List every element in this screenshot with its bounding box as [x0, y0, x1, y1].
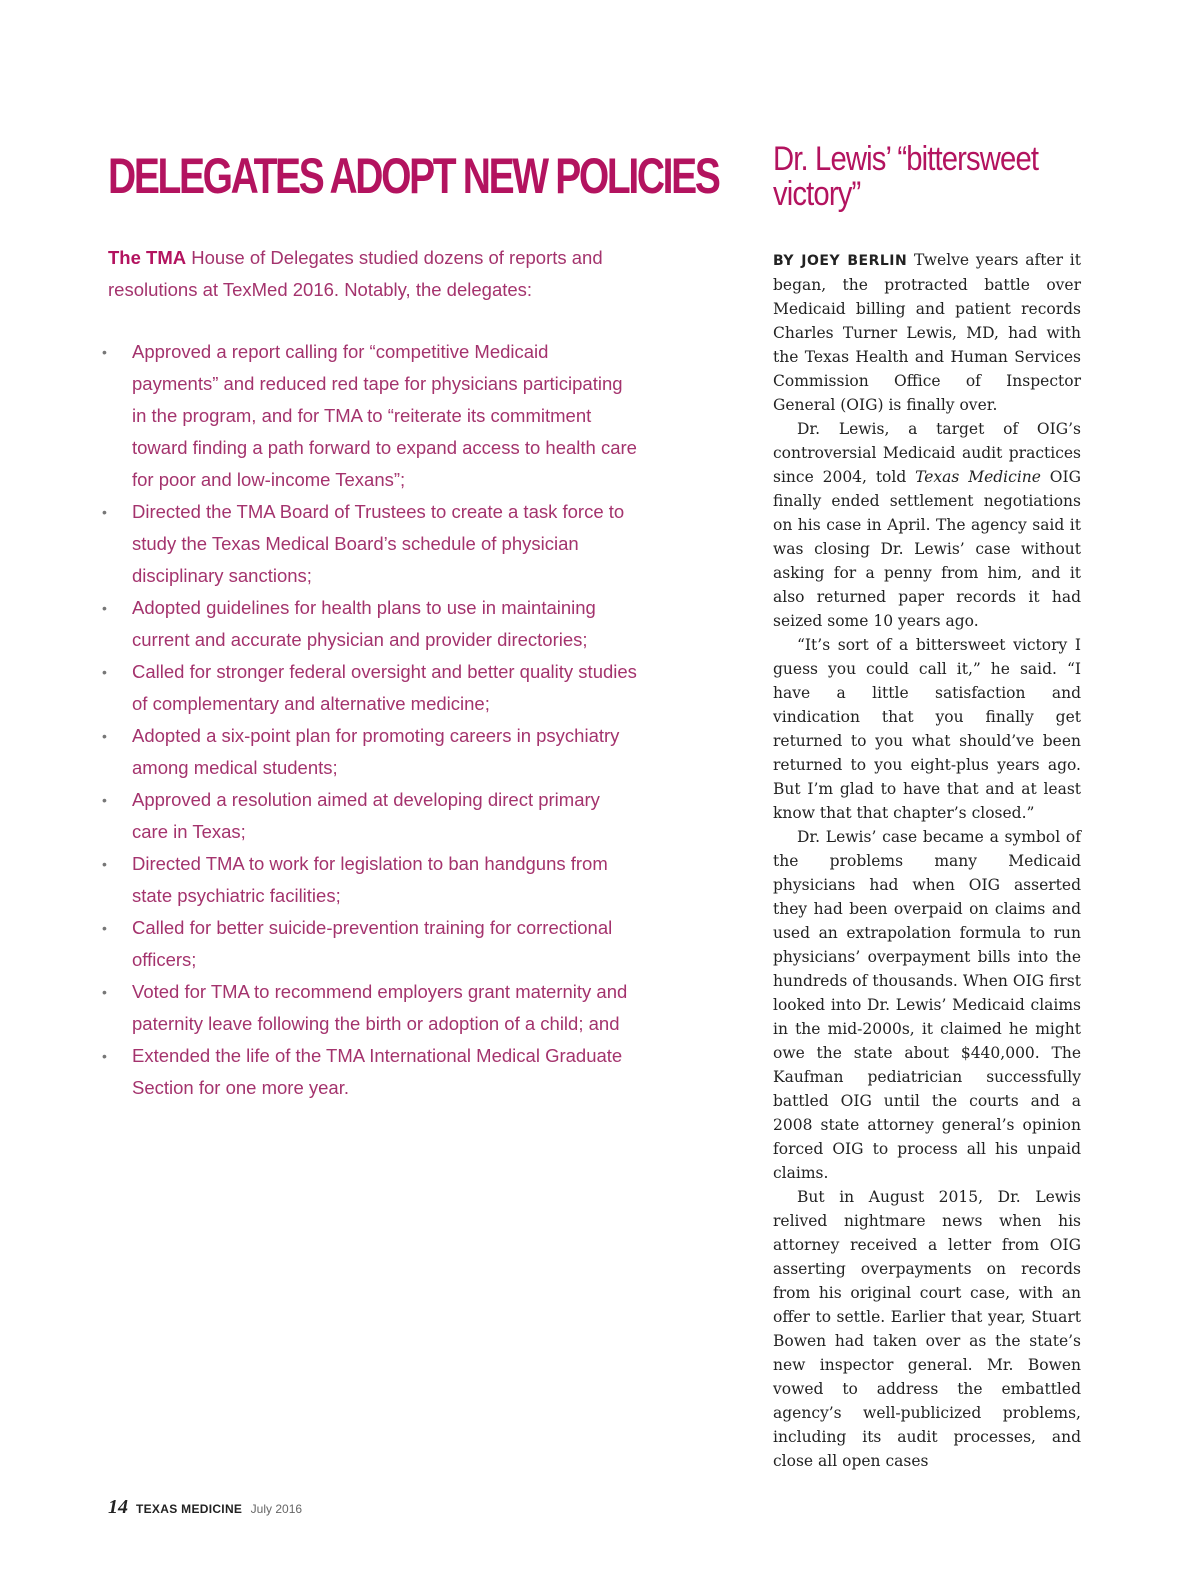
bullet-icon: •	[102, 920, 107, 936]
bullet-icon: •	[102, 664, 107, 680]
list-item-text: Adopted a six-point plan for promoting careers in psychiatry among medical students;	[132, 725, 620, 778]
list-item	[102, 976, 638, 1040]
list-item	[102, 592, 638, 656]
bullet-icon: •	[102, 1048, 107, 1064]
sidebar-title: Dr. Lewis’ “bittersweet victory”	[773, 140, 1039, 213]
publication-title: TEXAS MEDICINE	[136, 1502, 243, 1516]
list-item-text: Adopted guidelines for health plans to use in maintaining current and accurate physician and provider directories;	[132, 597, 596, 650]
list-item-text: Voted for TMA to recommend employers grant maternity and paternity leave following the birth or adoption of a child; and	[132, 981, 628, 1034]
sidebar-article	[773, 142, 1081, 1473]
list-item-text: Approved a resolution aimed at developing direct primary care in Texas;	[132, 789, 600, 842]
article-paragraph: “It’s sort of a bittersweet victory I guess you could call it,” he said. “I have a little satisfaction and vindication that you finally get returned to you what should’ve been returned to you eight-plus years ago. But I’m glad to have that and at least know that that chapter’s closed.”	[773, 636, 1081, 822]
list-item	[102, 336, 638, 496]
bullet-icon: •	[102, 600, 107, 616]
publication-name: Texas Medicine	[915, 468, 1041, 486]
bullet-icon: •	[102, 792, 107, 808]
bullet-icon: •	[102, 504, 107, 520]
main-column	[102, 140, 719, 1104]
byline: BY JOEY BERLIN	[773, 253, 908, 269]
list-item-text: Directed the TMA Board of Trustees to create a task force to study the Texas Medical Board’s schedule of physician disciplinary sanctions;	[132, 501, 625, 586]
list-item-text: Extended the life of the TMA International Medical Graduate Section for one more year.	[132, 1045, 623, 1098]
list-item-text: Approved a report calling for “competitive Medicaid payments” and reduced red tape for physicians participating in the program, and for TMA to “reiterate its commitment toward finding a path forward to expand access to health care for poor and low-income Texans”;	[132, 341, 637, 490]
list-item-text: Directed TMA to work for legislation to ban handguns from state psychiatric facilities;	[132, 853, 608, 906]
bullet-icon: •	[102, 856, 107, 872]
list-item-text: Called for better suicide-prevention training for correctional officers;	[132, 917, 613, 970]
article-paragraph	[773, 417, 1081, 633]
list-item	[102, 1040, 638, 1104]
list-item	[102, 720, 638, 784]
list-item	[102, 656, 638, 720]
policy-list	[102, 336, 638, 1104]
list-item	[102, 784, 638, 848]
bullet-icon: •	[102, 984, 107, 1000]
headline: DELEGATES ADOPT NEW POLICIES	[108, 148, 719, 204]
article-paragraph: Dr. Lewis’ case became a symbol of the problems many Medicaid physicians had when OIG asserted they had been overpaid on claims and used an extrapolation formula to run physicians’ overpayment bills into the hundreds of thousands. When OIG first looked into Dr. Lewis’ Medicaid claims in the mid-2000s, it claimed he might owe the state about $440,000. The Kaufman pediatrician successfully battled OIG until the courts and a 2008 state attorney general’s opinion forced OIG to process all his unpaid claims.	[773, 828, 1081, 1182]
intro-lead: The TMA	[108, 247, 187, 268]
article-paragraph: But in August 2015, Dr. Lewis relived nightmare news when his attorney received a letter from OIG asserting overpayments on records from his original court case, with an offer to settle. Earlier that year, Stuart Bowen had taken over as the state’s new inspector general. Mr. Bowen vowed to address the embattled agency’s well-publicized problems, including its audit processes, and close all open cases	[773, 1188, 1081, 1470]
bullet-icon: •	[102, 344, 107, 360]
paragraph-text: Twelve years after it began, the protracted battle over Medicaid billing and patient records Charles Turner Lewis, MD, had with the Texas Health and Human Services Commission Office of Inspector General (OIG) is finally over.	[773, 251, 1081, 414]
article-paragraph	[773, 248, 1081, 417]
intro-paragraph	[108, 242, 638, 306]
list-item	[102, 496, 638, 592]
list-item	[102, 848, 638, 912]
page-footer	[108, 1496, 302, 1519]
intro-text: House of Delegates studied dozens of reports and resolutions at TexMed 2016. Notably, the delegates:	[108, 247, 603, 300]
page-number: 14	[108, 1496, 128, 1518]
issue-date: July 2016	[250, 1502, 303, 1516]
paragraph-text: OIG finally ended settlement negotiations on his case in April. The agency said it was closing Dr. Lewis’ case without asking for a penny from him, and it also returned paper records it had seized some 10 years ago.	[773, 468, 1082, 630]
list-item	[102, 912, 638, 976]
list-item-text: Called for stronger federal oversight and better quality studies of complementary and alternative medicine;	[132, 661, 637, 714]
article-body	[773, 248, 1081, 1473]
bullet-icon: •	[102, 728, 107, 744]
paragraph-text: Dr. Lewis, a target of OIG’s controversial Medicaid audit practices since 2004, told	[773, 420, 1081, 486]
